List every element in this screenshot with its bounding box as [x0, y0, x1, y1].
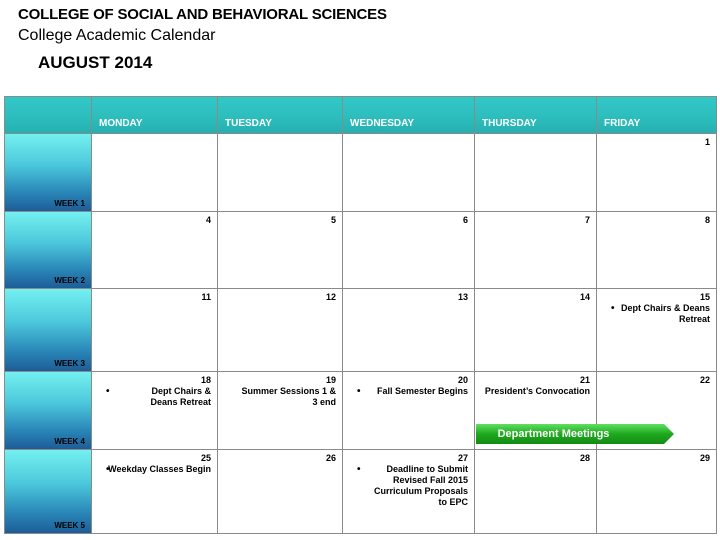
day-cell-26 [218, 450, 342, 533]
day-cell-29 [597, 450, 716, 533]
day-cell [92, 134, 217, 211]
college-title: COLLEGE OF SOCIAL AND BEHAVIORAL SCIENCES [18, 6, 387, 23]
day-number: 8 [704, 215, 710, 225]
day-cell-15 [597, 289, 716, 371]
day-cell-5 [218, 212, 342, 288]
day-number: 19 [325, 375, 336, 385]
header-friday: FRIDAY [597, 97, 716, 133]
day-cell-1 [597, 134, 716, 211]
event-fall-semester-begins: • Fall Semester Begins [347, 386, 468, 397]
day-number: 14 [579, 292, 590, 302]
week-3-cell [5, 289, 91, 371]
day-cell-4 [92, 212, 217, 288]
department-meetings-banner [476, 424, 674, 444]
day-cell-19 [218, 372, 342, 449]
day-number: 12 [325, 292, 336, 302]
day-number: 26 [325, 453, 336, 463]
header-tuesday: TUESDAY [218, 97, 342, 133]
header-thursday: THURSDAY [475, 97, 596, 133]
day-number: 6 [462, 215, 468, 225]
day-number: 21 [579, 375, 590, 385]
day-cell-12 [218, 289, 342, 371]
day-cell [343, 134, 474, 211]
week-4-cell [5, 372, 91, 449]
week-2-label: WEEK 2 [54, 276, 85, 285]
day-number: 1 [704, 137, 710, 147]
day-cell-25 [92, 450, 217, 533]
header-wednesday: WEDNESDAY [343, 97, 474, 133]
day-cell-27 [343, 450, 474, 533]
week-4-label: WEEK 4 [54, 437, 85, 446]
day-number: 13 [457, 292, 468, 302]
month-title: AUGUST 2014 [38, 53, 153, 72]
event-dept-chairs-retreat: • Dept Chairs & Deans Retreat [601, 303, 710, 325]
day-cell-14 [475, 289, 596, 371]
header-corner-cell [5, 97, 91, 133]
day-cell [475, 134, 596, 211]
day-number: 18 [200, 375, 211, 385]
banner-label: Department Meetings [497, 428, 610, 440]
event-curriculum-deadline: • Deadline to Submit Revised Fall 2015 Curriculum Proposals to EPC [347, 464, 468, 508]
day-number: 15 [699, 292, 710, 302]
day-cell-18 [92, 372, 217, 449]
day-cell-7 [475, 212, 596, 288]
day-cell-20 [343, 372, 474, 449]
event-weekday-classes-begin: • Weekday Classes Begin [96, 464, 211, 475]
event-summer-sessions-end: Summer Sessions 1 & 3 end [241, 386, 336, 407]
day-number: 5 [330, 215, 336, 225]
day-number: 25 [200, 453, 211, 463]
day-number: 27 [457, 453, 468, 463]
calendar-subtitle: College Academic Calendar [18, 27, 216, 44]
day-cell-8 [597, 212, 716, 288]
week-1-label: WEEK 1 [54, 199, 85, 208]
day-cell-13 [343, 289, 474, 371]
day-number: 20 [457, 375, 468, 385]
event-dept-chairs-retreat: • Dept Chairs & Deans Retreat [96, 386, 211, 408]
day-number: 29 [699, 453, 710, 463]
day-cell [218, 134, 342, 211]
day-number: 4 [205, 215, 211, 225]
day-cell-28 [475, 450, 596, 533]
day-number: 7 [584, 215, 590, 225]
header-monday: MONDAY [92, 97, 217, 133]
day-number: 11 [201, 292, 211, 302]
week-2-cell [5, 212, 91, 288]
week-1-cell [5, 134, 91, 211]
event-presidents-convocation: President’s Convocation [484, 386, 590, 396]
week-5-cell [5, 450, 91, 533]
calendar-grid [4, 96, 717, 534]
week-5-label: WEEK 5 [54, 521, 85, 530]
day-cell-11 [92, 289, 217, 371]
week-3-label: WEEK 3 [54, 359, 85, 368]
day-number: 22 [699, 375, 710, 385]
day-cell-6 [343, 212, 474, 288]
day-number: 28 [579, 453, 590, 463]
